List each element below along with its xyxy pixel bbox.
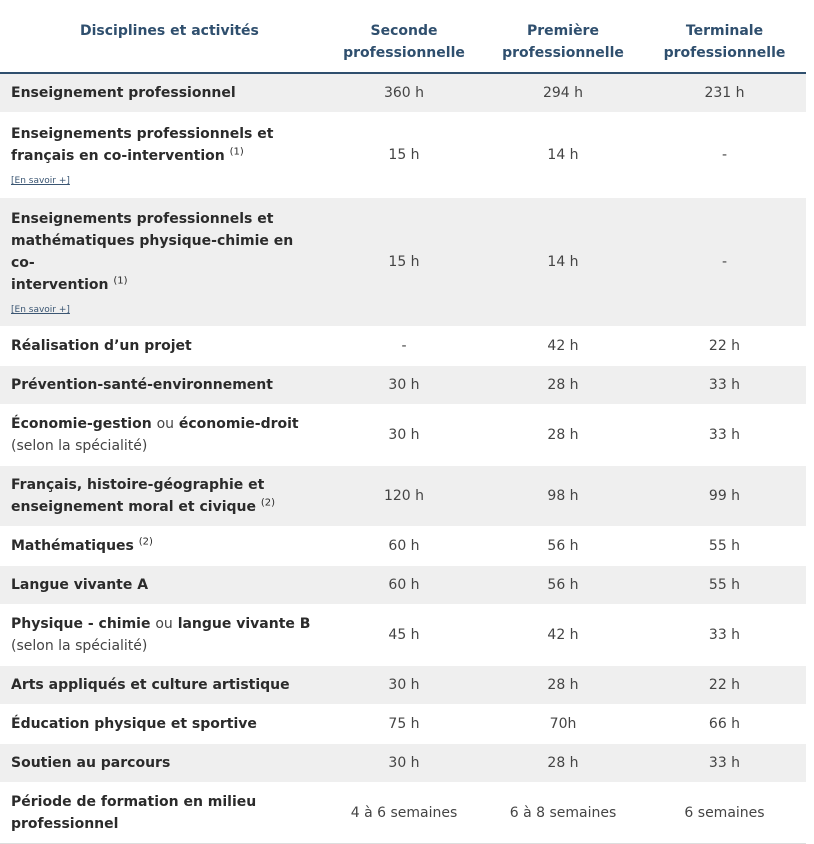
cell-premiere: 98 h — [483, 466, 643, 527]
cell-terminale: 55 h — [643, 527, 806, 566]
learn-more-link[interactable]: [En savoir +] — [11, 176, 70, 186]
cell-seconde: 120 h — [325, 466, 483, 527]
table-row — [0, 405, 806, 466]
cell-seconde: 30 h — [325, 744, 483, 783]
cell-premiere: 70h — [483, 705, 643, 744]
table-row — [0, 566, 806, 605]
header-premiere: Première professionnelle — [483, 0, 643, 73]
row-label: Enseignements professionnels et mathématiques physique-chimie en co- intervention $^{(1)}$ [En savoir +] — [0, 198, 325, 327]
cell-seconde: 15 h — [325, 198, 483, 327]
row-label: Français, histoire-géographie et enseignement moral et civique $^{(2)}$ — [0, 466, 325, 527]
learn-more-link[interactable]: [En savoir +] — [11, 305, 70, 315]
cell-premiere: 56 h — [483, 566, 643, 605]
table-row — [0, 705, 806, 744]
table-row — [0, 113, 806, 198]
cell-premiere: 28 h — [483, 366, 643, 405]
cell-seconde: 30 h — [325, 405, 483, 466]
cell-terminale: 33 h — [643, 605, 806, 666]
footnote-ref: (1) — [229, 146, 244, 158]
header-seconde: Seconde professionnelle — [325, 0, 483, 73]
row-label: Enseignement professionnel — [0, 73, 325, 113]
cell-premiere: 42 h — [483, 327, 643, 366]
cell-seconde: 60 h — [325, 566, 483, 605]
cell-seconde: 30 h — [325, 366, 483, 405]
row-label: Mathématiques $^{(2)}$ — [0, 527, 325, 566]
header-disciplines: Disciplines et activités — [0, 0, 325, 73]
row-label: Enseignements professionnels et français en co-intervention $^{(1)}$ [En savoir +] — [0, 113, 325, 198]
cell-seconde: 4 à 6 semaines — [325, 783, 483, 844]
row-label: Soutien au parcours — [0, 744, 325, 783]
table-row — [0, 73, 806, 113]
cell-terminale: 66 h — [643, 705, 806, 744]
cell-terminale: - — [643, 198, 806, 327]
table-row — [0, 527, 806, 566]
cell-terminale: 22 h — [643, 666, 806, 705]
table-row — [0, 605, 806, 666]
cell-terminale: 22 h — [643, 327, 806, 366]
table-row — [0, 744, 806, 783]
row-label: Période de formation en milieu professionnel — [0, 783, 325, 844]
cell-terminale: 99 h — [643, 466, 806, 527]
cell-seconde: - — [325, 327, 483, 366]
cell-terminale: 231 h — [643, 73, 806, 113]
cell-terminale: 33 h — [643, 405, 806, 466]
cell-premiere: 28 h — [483, 744, 643, 783]
row-label: Prévention-santé-environnement — [0, 366, 325, 405]
footnote-ref: (2) — [260, 497, 276, 509]
header-terminale: Terminale professionnelle — [643, 0, 806, 73]
cell-premiere: 294 h — [483, 73, 643, 113]
table-row — [0, 666, 806, 705]
cell-premiere: 6 à 8 semaines — [483, 783, 643, 844]
cell-premiere: 14 h — [483, 113, 643, 198]
row-label: Arts appliqués et culture artistique — [0, 666, 325, 705]
cell-seconde: 30 h — [325, 666, 483, 705]
cell-premiere: 14 h — [483, 198, 643, 327]
cell-premiere: 28 h — [483, 666, 643, 705]
footnote-ref: (2) — [138, 536, 153, 548]
table-row — [0, 466, 806, 527]
table-row — [0, 198, 806, 327]
table-header-row — [0, 0, 806, 73]
cell-terminale: 6 semaines — [643, 783, 806, 844]
cell-terminale: - — [643, 113, 806, 198]
cell-seconde: 15 h — [325, 113, 483, 198]
row-label: Éducation physique et sportive — [0, 705, 325, 744]
row-label: Réalisation d’un projet — [0, 327, 325, 366]
cell-seconde: 60 h — [325, 527, 483, 566]
cell-premiere: 28 h — [483, 405, 643, 466]
table-row — [0, 366, 806, 405]
table-row — [0, 783, 806, 844]
row-label: Physique - chimie ou langue vivante B (selon la spécialité) — [0, 605, 325, 666]
cell-premiere: 42 h — [483, 605, 643, 666]
footnote-ref: (1) — [113, 275, 128, 287]
row-label: Langue vivante A — [0, 566, 325, 605]
cell-terminale: 33 h — [643, 744, 806, 783]
cell-premiere: 56 h — [483, 527, 643, 566]
cell-seconde: 75 h — [325, 705, 483, 744]
row-label: Économie-gestion ou économie-droit (selon la spécialité) — [0, 405, 325, 466]
cell-seconde: 360 h — [325, 73, 483, 113]
cell-terminale: 55 h — [643, 566, 806, 605]
table-row — [0, 327, 806, 366]
cell-seconde: 45 h — [325, 605, 483, 666]
cell-terminale: 33 h — [643, 366, 806, 405]
